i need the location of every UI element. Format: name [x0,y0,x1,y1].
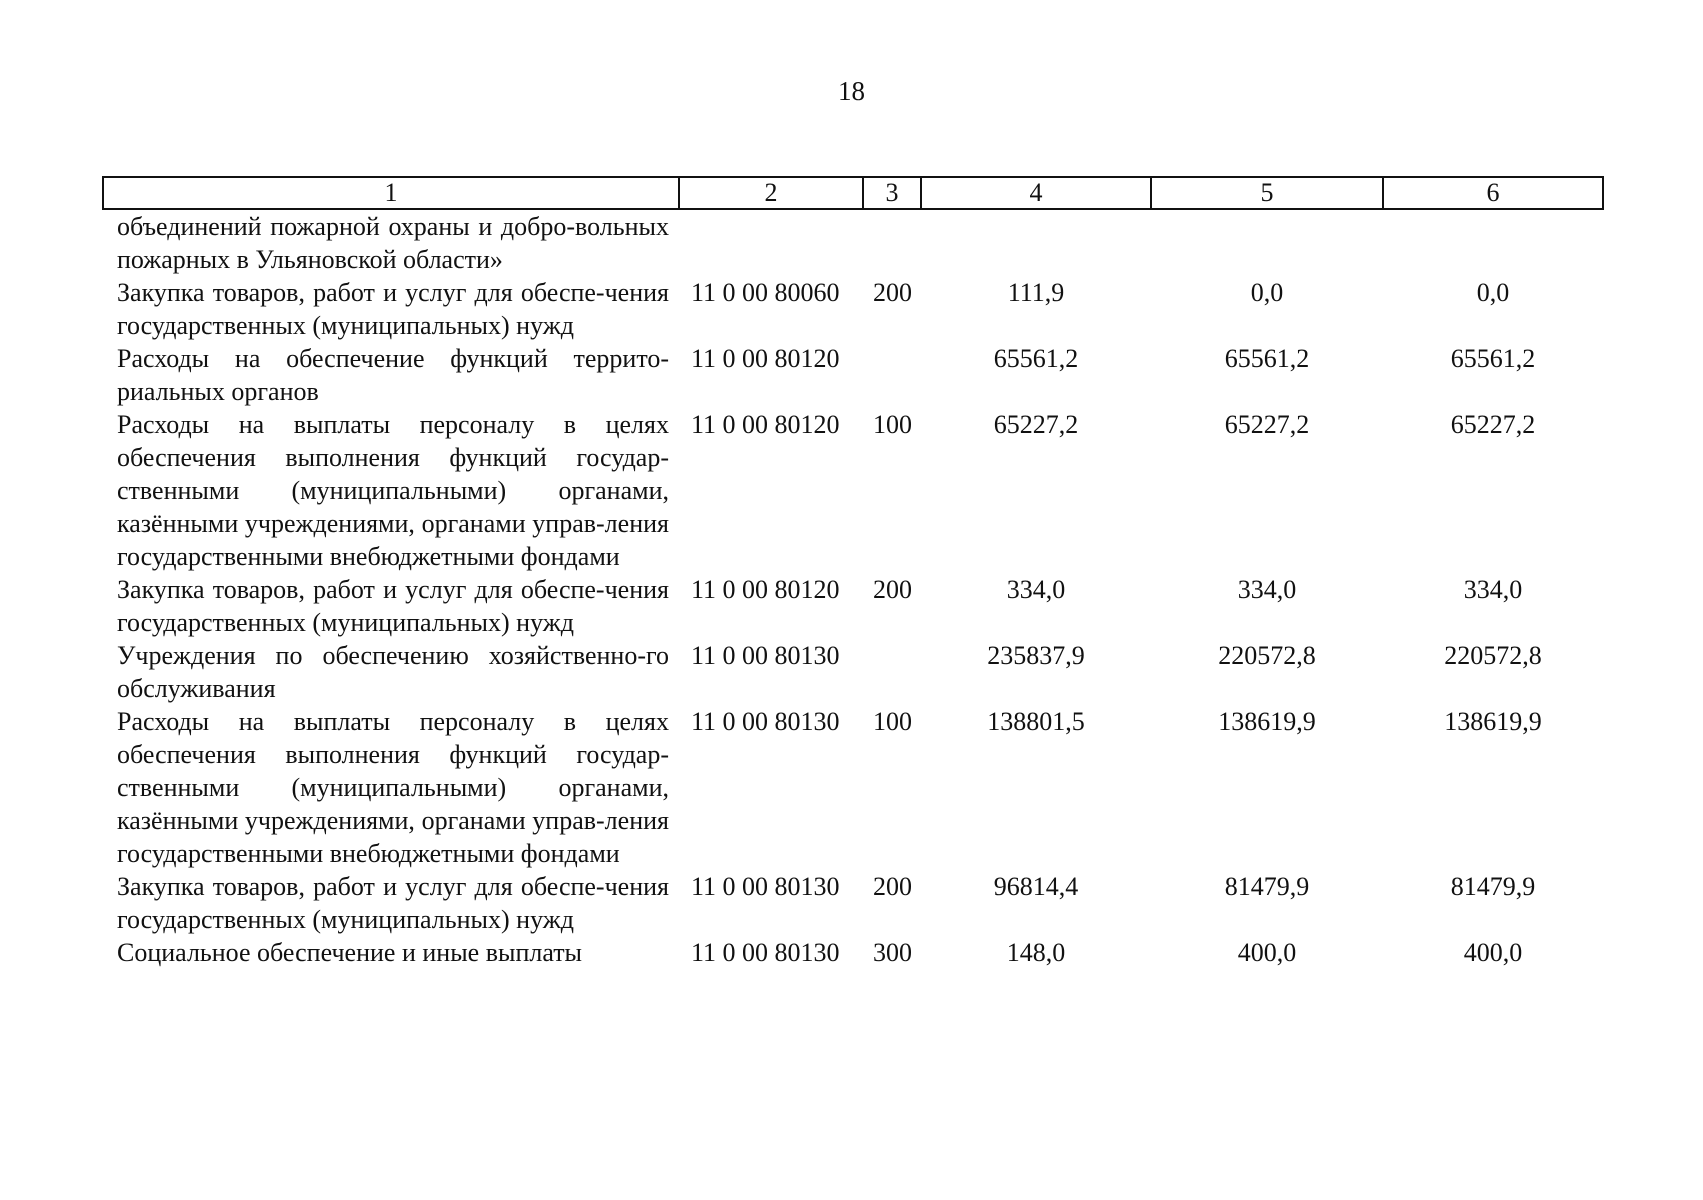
row-amount-cell: 65227,2 [1224,410,1310,439]
row-amount-cell: 65561,2 [1224,344,1310,373]
row-amount-cell [921,209,1151,276]
row-amount-cell: 65561,2 [1450,344,1536,373]
row-amount-cell: 81479,9 [1450,872,1536,901]
row-code-cell: 11 0 00 80060 [691,278,840,307]
row-type-cell: 300 [873,938,912,967]
row-amount-cell: 334,0 [1237,575,1297,604]
page-number: 18 [838,76,865,106]
row-amount-cell: 334,0 [1463,575,1523,604]
table-row [103,705,1603,870]
row-amount-cell: 65227,2 [1450,410,1536,439]
table-row [103,639,1603,705]
table-row [103,936,1603,969]
row-amount-cell [1383,209,1603,276]
row-code-cell: 11 0 00 80120 [691,410,840,439]
row-code-cell: 11 0 00 80130 [691,707,840,736]
table-body [103,209,1603,969]
row-amount-cell [1151,209,1383,276]
column-header: 2 [679,177,863,209]
row-amount-cell: 138619,9 [1444,707,1542,736]
row-code-cell: 11 0 00 80120 [691,575,840,604]
column-header: 6 [1383,177,1603,209]
row-amount-cell: 81479,9 [1224,872,1310,901]
table-row [103,870,1603,936]
column-header: 1 [103,177,679,209]
row-amount-cell: 220572,8 [1444,641,1542,670]
row-code-cell: 11 0 00 80120 [691,344,840,373]
budget-table [102,176,1604,969]
row-amount-cell: 148,0 [1006,938,1066,967]
row-amount-cell: 96814,4 [993,872,1079,901]
row-type-cell: 200 [873,872,912,901]
row-type-cell: 100 [873,410,912,439]
row-amount-cell: 138801,5 [987,707,1085,736]
row-type-cell: 100 [873,707,912,736]
row-name-cell: объединений пожарной охраны и добро-вольных пожарных в Ульяновской области» [117,212,669,274]
table-row [103,276,1603,342]
row-amount-cell: 138619,9 [1218,707,1316,736]
table-row [103,408,1603,573]
row-amount-cell: 65227,2 [993,410,1079,439]
table-row [103,573,1603,639]
row-amount-cell: 334,0 [1006,575,1066,604]
row-name-cell: Социальное обеспечение и иные выплаты [117,938,583,967]
row-amount-cell: 0,0 [1476,278,1510,307]
column-header: 3 [863,177,921,209]
table-row [103,342,1603,408]
row-name-cell: Расходы на обеспечение функций террито-риальных органов [117,344,669,406]
row-name-cell: Закупка товаров, работ и услуг для обеспе-чения государственных (муниципальных) нужд [117,278,669,340]
row-type-cell: 200 [873,278,912,307]
row-amount-cell: 111,9 [1007,278,1065,307]
row-amount-cell: 400,0 [1237,938,1297,967]
row-code-cell: 11 0 00 80130 [691,641,840,670]
row-name-cell: Закупка товаров, работ и услуг для обеспе-чения государственных (муниципальных) нужд [117,872,669,934]
row-name-cell: Закупка товаров, работ и услуг для обеспе-чения государственных (муниципальных) нужд [117,575,669,637]
row-amount-cell: 235837,9 [987,641,1085,670]
table-header [103,177,1603,209]
row-code-cell: 11 0 00 80130 [691,872,840,901]
row-name-cell: Учреждения по обеспечению хозяйственно-го обслуживания [117,641,669,703]
column-header: 5 [1151,177,1383,209]
row-name-cell: Расходы на выплаты персоналу в целях обеспечения выполнения функций государ-ственными (муниципальными) органами, казёнными учреждениями, органами управ-ления государственными внебюджетными фондами [117,707,669,868]
column-header: 4 [921,177,1151,209]
row-amount-cell: 220572,8 [1218,641,1316,670]
table-row [103,209,1603,276]
row-type-cell [863,209,921,276]
row-code-cell [679,209,863,276]
row-type-cell [863,639,921,705]
header-row [103,177,1603,209]
row-amount-cell: 0,0 [1250,278,1284,307]
row-amount-cell: 400,0 [1463,938,1523,967]
row-name-cell: Расходы на выплаты персоналу в целях обеспечения выполнения функций государ-ственными (муниципальными) органами, казёнными учреждениями, органами управ-ления государственными внебюджетными фондами [117,410,669,571]
row-code-cell: 11 0 00 80130 [691,938,840,967]
row-type-cell [863,342,921,408]
row-type-cell: 200 [873,575,912,604]
row-amount-cell: 65561,2 [993,344,1079,373]
